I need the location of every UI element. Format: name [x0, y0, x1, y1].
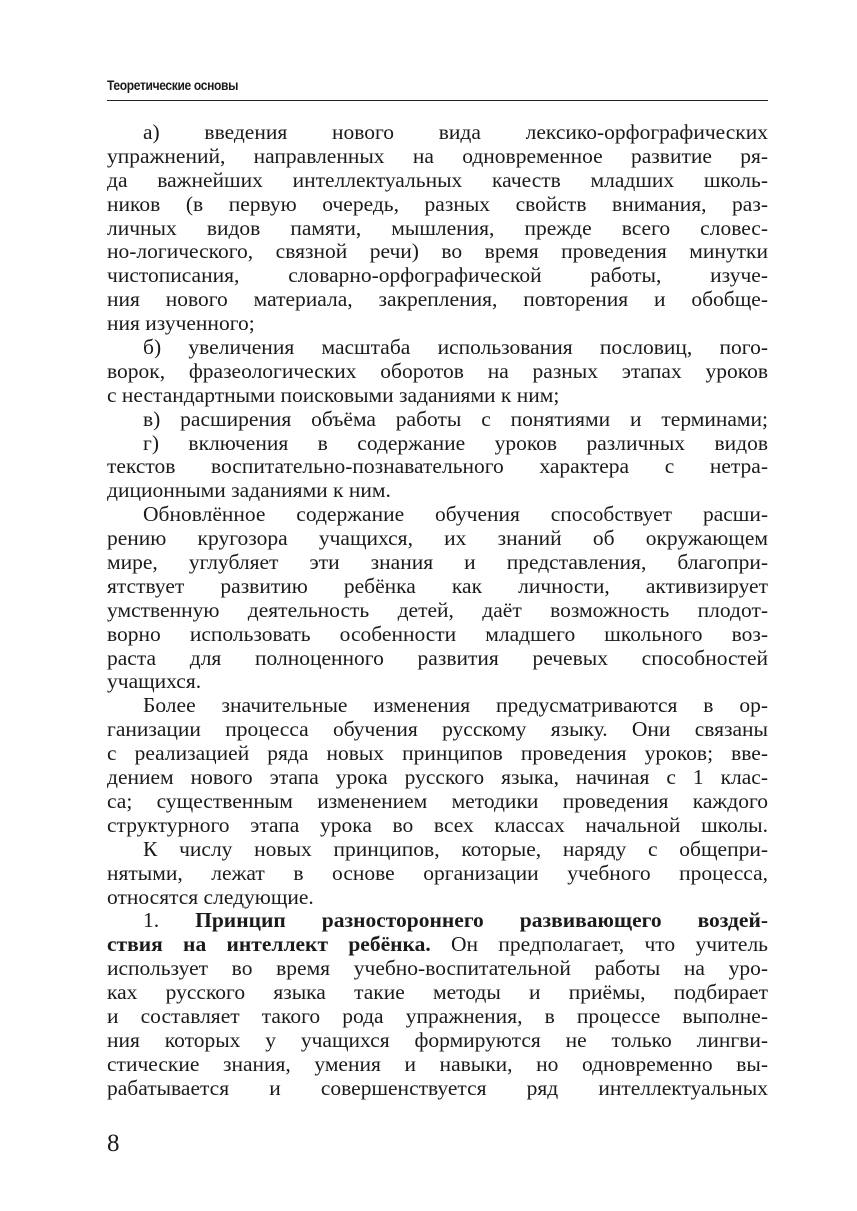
- text-segment: ния нового материала, закрепления, повторения и обобще-: [107, 287, 768, 312]
- text-segment: г) включения в содержание уроков различных видов: [143, 430, 768, 455]
- text-segment: нятыми, лежат в основе организации учебного процесса,: [107, 860, 768, 885]
- text-line: [107, 814, 768, 838]
- text-segment: ятствует развитию ребёнка как личности, активизирует: [107, 573, 768, 598]
- text-segment: рабатывается и совершенствуется ряд интеллектуальных: [107, 1075, 768, 1100]
- text-line: [107, 288, 768, 312]
- text-line: [107, 599, 768, 623]
- text-line: [107, 838, 768, 862]
- text-line: [107, 909, 768, 933]
- text-line: [107, 217, 768, 241]
- text-line: [107, 766, 768, 790]
- text-line: [107, 862, 768, 886]
- text-segment: ках русского языка такие методы и приёмы, подбирает: [107, 980, 768, 1005]
- text-line: [107, 336, 768, 360]
- text-line: [107, 790, 768, 814]
- text-line: [107, 479, 768, 503]
- text-line: [107, 121, 768, 145]
- text-line: [107, 670, 768, 694]
- text-segment: относятся следующие.: [107, 884, 314, 909]
- text-segment: с реализацией ряда новых принципов проведения уроков; вве-: [107, 741, 768, 766]
- text-line: [107, 408, 768, 432]
- running-head: Теоретические основы: [107, 77, 239, 93]
- text-segment: использует во время учебно-воспитательной работы на уро-: [107, 956, 768, 981]
- text-line: [107, 1029, 768, 1053]
- page-number: 8: [107, 1130, 120, 1157]
- text-line: [107, 886, 768, 910]
- text-line: [107, 551, 768, 575]
- text-segment: но-логического, связной речи) во время проведения минутки: [107, 239, 768, 264]
- text-line: [107, 264, 768, 288]
- text-line: [107, 1077, 768, 1101]
- text-line: [107, 360, 768, 384]
- text-segment: дением нового этапа урока русского языка, начиная с 1 клас-: [107, 765, 768, 790]
- text-line: [107, 193, 768, 217]
- text-segment: структурного этапа урока во всех классах начальной школы.: [107, 812, 768, 837]
- text-segment: текстов воспитательно-познавательного характера с нетра-: [107, 454, 768, 479]
- text-segment: стические знания, умения и навыки, но одновременно вы-: [107, 1051, 768, 1076]
- text-segment: ганизации процесса обучения русскому языку. Они связаны: [107, 717, 768, 742]
- text-segment: и составляет такого рода упражнения, в процессе выполне-: [107, 1003, 768, 1028]
- text-segment: са; существенным изменением методики проведения каждого: [107, 788, 768, 813]
- text-segment: ния которых у учащихся формируются не только лингви-: [107, 1027, 768, 1052]
- text-line: [107, 240, 768, 264]
- text-line: [107, 623, 768, 647]
- text-line: [107, 575, 768, 599]
- body-text: [107, 121, 768, 1101]
- text-line: [107, 503, 768, 527]
- text-segment: раста для полноценного развития речевых способностей: [107, 645, 768, 670]
- text-line: [107, 957, 768, 981]
- text-segment: К числу новых принципов, которые, наряду с общепри-: [143, 836, 768, 861]
- text-line: [107, 981, 768, 1005]
- text-line: [107, 647, 768, 671]
- text-segment: ников (в первую очередь, разных свойств внимания, раз-: [107, 191, 768, 216]
- header-rule: [107, 100, 768, 101]
- text-line: [107, 384, 768, 408]
- text-line: [107, 169, 768, 193]
- text-line: [107, 312, 768, 336]
- text-segment: Обновлённое содержание обучения способствует расши-: [143, 502, 768, 527]
- text-line: [107, 694, 768, 718]
- text-segment: 1.: [143, 908, 196, 933]
- text-segment: да важнейших интеллектуальных качеств младших школь-: [107, 167, 768, 192]
- text-segment: личных видов памяти, мышления, прежде всего словес-: [107, 215, 768, 240]
- text-segment: в) расширения объёма работы с понятиями и терминами;: [143, 406, 768, 431]
- text-line: [107, 1053, 768, 1077]
- text-segment: ворок, фразеологических оборотов на разных этапах уроков: [107, 358, 768, 383]
- text-line: [107, 742, 768, 766]
- bold-text: ствия на интеллект ребёнка.: [107, 932, 431, 957]
- text-segment: мире, углубляет эти знания и представления, благопри-: [107, 550, 768, 575]
- text-line: [107, 527, 768, 551]
- text-segment: ния изученного;: [107, 311, 255, 336]
- text-segment: чистописания, словарно-орфографической работы, изуче-: [107, 263, 768, 288]
- text-line: [107, 933, 768, 957]
- text-line: [107, 718, 768, 742]
- text-segment: диционными заданиями к ним.: [107, 478, 391, 503]
- text-segment: б) увеличения масштаба использования пословиц, пого-: [143, 335, 768, 360]
- text-segment: учащихся.: [107, 669, 202, 694]
- text-segment: рению кругозора учащихся, их знаний об окружающем: [107, 526, 768, 551]
- text-segment: ворно использовать особенности младшего школьного воз-: [107, 621, 768, 646]
- text-line: [107, 1005, 768, 1029]
- text-segment: с нестандартными поисковыми заданиями к ним;: [107, 382, 560, 407]
- text-segment: Более значительные изменения предусматриваются в ор-: [143, 693, 768, 718]
- text-segment: упражнений, направленных на одновременное развитие ря-: [107, 143, 768, 168]
- text-line: [107, 432, 768, 456]
- text-segment: Он предполагает, что учитель: [430, 932, 768, 957]
- text-line: [107, 145, 768, 169]
- bold-text: Принцип разностороннего развивающего воздей-: [195, 908, 769, 933]
- text-line: [107, 455, 768, 479]
- text-segment: умственную деятельность детей, даёт возможность плодот-: [107, 597, 768, 622]
- text-segment: а) введения нового вида лексико-орфографических: [143, 120, 768, 144]
